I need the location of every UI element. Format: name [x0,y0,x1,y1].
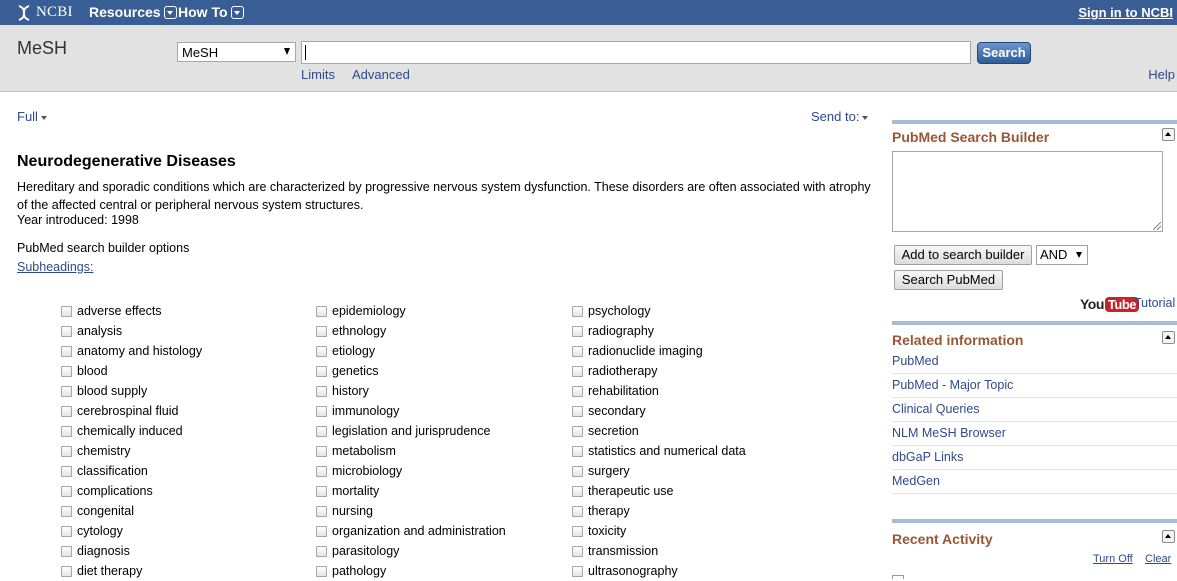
sign-in-link[interactable]: Sign in to NCBI [1078,5,1173,20]
subheading-label: etiology [332,344,376,358]
subheading-label: secretion [588,424,639,438]
subheading-label: history [332,384,369,398]
subheading-label: complications [77,484,153,498]
chevron-down-icon [231,6,244,19]
ncbi-logo-text: NCBI [36,4,73,20]
ncbi-top-bar [0,0,1177,25]
subheading-checkbox[interactable] [572,326,583,337]
subheadings-column-1 [61,301,202,581]
subheading-checkbox[interactable] [572,546,583,557]
subheading-option[interactable] [572,481,746,501]
related-link[interactable]: MedGen [892,470,1177,494]
subheading-option[interactable] [572,301,746,321]
collapse-icon[interactable] [1162,128,1175,141]
recent-portlet-title: Recent Activity [892,531,993,547]
subheading-label: metabolism [332,444,396,458]
subheading-checkbox[interactable] [61,386,72,397]
subheading-option[interactable] [61,561,202,581]
subheading-label: mortality [332,484,380,498]
help-link[interactable]: Help [1148,67,1175,82]
subheading-label: analysis [77,324,123,338]
subheading-label: blood supply [77,384,148,398]
subheading-option[interactable] [316,381,506,401]
subheading-option[interactable] [572,521,746,541]
subheading-checkbox[interactable] [61,326,72,337]
related-portlet-divider [892,321,1177,325]
subheading-label: diet therapy [77,564,143,578]
ncbi-helix-icon [15,4,33,22]
dropdown-arrow-icon [1076,252,1082,258]
subheading-option[interactable] [316,461,506,481]
subheading-label: cytology [77,524,123,538]
subheading-label: toxicity [588,524,627,538]
send-to-menu[interactable] [811,109,868,124]
related-link[interactable]: PubMed - Major Topic [892,374,1177,398]
subheading-option[interactable] [316,321,506,341]
subheading-checkbox[interactable] [572,466,583,477]
subheading-option[interactable] [572,321,746,341]
search-header [0,25,1177,92]
subheading-label: immunology [332,404,400,418]
subheading-checkbox[interactable] [316,506,327,517]
related-portlet-title: Related information [892,332,1024,348]
subheading-label: congenital [77,504,134,518]
subheading-checkbox[interactable] [572,526,583,537]
subheading-checkbox[interactable] [61,546,72,557]
how-to-menu[interactable] [178,4,244,20]
dropdown-arrow-icon [284,48,290,55]
database-title: MeSH [17,38,68,58]
recent-portlet-divider [892,519,1177,523]
subheading-checkbox[interactable] [316,306,327,317]
subheading-label: epidemiology [332,304,406,318]
subheading-label: pathology [332,564,387,578]
subheading-option[interactable] [61,301,202,321]
subheading-checkbox[interactable] [61,526,72,537]
resources-menu[interactable] [89,4,177,20]
subheading-checkbox[interactable] [61,346,72,357]
subheading-checkbox[interactable] [316,386,327,397]
advanced-link[interactable]: Advanced [352,67,410,82]
subheading-option[interactable] [61,341,202,361]
subheading-option[interactable] [61,441,202,461]
database-select[interactable] [177,42,296,62]
related-information-list [892,350,1177,494]
subheading-checkbox[interactable] [572,506,583,517]
subheading-option[interactable] [316,481,506,501]
record-title: Neurodegenerative Diseases [17,153,236,170]
subheading-option[interactable] [572,341,746,361]
year-introduced-value: 1998 [111,213,139,227]
subheading-checkbox[interactable] [316,446,327,457]
search-builder-textarea[interactable] [892,151,1163,232]
subheading-label: diagnosis [77,544,130,558]
subheading-checkbox[interactable] [61,366,72,377]
subheading-option[interactable] [61,541,202,561]
subheading-label: chemistry [77,444,131,458]
subheading-checkbox[interactable] [316,526,327,537]
subheading-checkbox[interactable] [572,386,583,397]
subheading-option[interactable] [61,321,202,341]
subheading-option[interactable] [61,361,202,381]
subheadings-column-3 [572,301,746,581]
subheading-checkbox[interactable] [316,566,327,577]
subheading-label: nursing [332,504,373,518]
subheading-label: classification [77,464,148,478]
subheading-checkbox[interactable] [316,346,327,357]
subheading-checkbox[interactable] [61,506,72,517]
subheading-option[interactable] [61,521,202,541]
subheading-checkbox[interactable] [61,466,72,477]
subheading-label: radiotherapy [588,364,658,378]
subheading-label: organization and administration [332,524,506,538]
subheading-option[interactable] [316,421,506,441]
subheading-label: blood [77,364,108,378]
builder-options-heading: PubMed search builder options [17,241,190,255]
subheading-label: microbiology [332,464,403,478]
subheading-option[interactable] [572,381,746,401]
limits-link[interactable]: Limits [301,67,335,82]
youtube-logo-you: You [1080,296,1104,312]
subheading-checkbox[interactable] [572,486,583,497]
subheading-label: genetics [332,364,379,378]
add-to-search-builder-button[interactable]: Add to search builder [894,245,1032,265]
text-caret [305,45,306,60]
builder-portlet-divider [892,120,1177,124]
subheading-label: ultrasonography [588,564,678,578]
subheading-label: adverse effects [77,304,162,318]
chevron-down-icon [164,6,177,19]
subheading-label: radionuclide imaging [588,344,703,358]
subheading-checkbox[interactable] [572,306,583,317]
search-input[interactable] [301,41,971,64]
subheading-label: ethnology [332,324,387,338]
recent-activity-item-icon [892,575,904,579]
boolean-operator-value: AND [1040,247,1068,262]
subheading-option[interactable] [316,521,506,541]
display-format-label: Full [17,109,38,124]
subheading-checkbox[interactable] [316,546,327,557]
collapse-icon[interactable] [1162,331,1175,344]
youtube-logo-icon[interactable] [1080,295,1139,313]
chevron-down-icon [862,116,868,120]
subheading-option[interactable] [572,441,746,461]
display-format-menu[interactable] [17,109,47,124]
subheading-label: psychology [588,304,651,318]
subheading-option[interactable] [316,561,506,581]
ncbi-logo[interactable] [15,3,73,22]
year-introduced-label: Year introduced: [17,213,108,227]
subheading-option[interactable] [316,401,506,421]
subheading-option[interactable] [572,541,746,561]
subheading-option[interactable] [572,401,746,421]
subheading-option[interactable] [316,341,506,361]
related-link[interactable]: PubMed [892,350,1177,374]
subheading-checkbox[interactable] [61,446,72,457]
subheading-checkbox[interactable] [316,366,327,377]
subheading-option[interactable] [572,561,746,581]
subheading-option[interactable] [572,461,746,481]
subheading-label: anatomy and histology [77,344,203,358]
subheading-label: parasitology [332,544,400,558]
subheading-label: legislation and jurisprudence [332,424,491,438]
resize-grip-icon[interactable] [1153,222,1161,230]
subheading-checkbox[interactable] [572,446,583,457]
subheading-checkbox[interactable] [572,366,583,377]
clear-link[interactable]: Clear [1145,553,1172,565]
subheading-checkbox[interactable] [61,566,72,577]
subheading-option[interactable] [316,501,506,521]
search-button[interactable]: Search [977,42,1031,64]
subheading-checkbox[interactable] [572,426,583,437]
subheading-label: chemically induced [77,424,183,438]
subheading-label: secondary [588,404,646,418]
subheading-label: surgery [588,464,630,478]
subheading-label: statistics and numerical data [588,444,746,458]
subheading-option[interactable] [572,421,746,441]
builder-portlet-title: PubMed Search Builder [892,129,1050,145]
subheading-option[interactable] [316,441,506,461]
subheadings-column-2 [316,301,506,581]
year-introduced [17,213,139,227]
subheading-option[interactable] [572,361,746,381]
chevron-down-icon [41,116,47,120]
database-select-value: MeSH [182,45,219,60]
subheading-checkbox[interactable] [316,406,327,417]
subheading-checkbox[interactable] [316,426,327,437]
related-link[interactable]: NLM MeSH Browser [892,422,1177,446]
tutorial-link[interactable]: Tutorial [1134,296,1176,310]
subheading-checkbox[interactable] [61,406,72,417]
subheading-option[interactable] [61,481,202,501]
subheading-checkbox[interactable] [61,306,72,317]
youtube-logo-tube: Tube [1105,297,1139,312]
subheading-option[interactable] [572,501,746,521]
subheading-label: rehabilitation [588,384,659,398]
record-description: Hereditary and sporadic conditions which are characterized by progressive nervous system dysfunction. These disorders are often associated with atrophy of the affected central or peripheral nervous system structures. [17,180,871,212]
subheading-checkbox[interactable] [316,466,327,477]
subheading-option[interactable] [61,381,202,401]
related-link[interactable]: Clinical Queries [892,398,1177,422]
subheading-checkbox[interactable] [316,486,327,497]
subheading-label: transmission [588,544,659,558]
related-link[interactable]: dbGaP Links [892,446,1177,470]
subheading-option[interactable] [316,541,506,561]
subheading-option[interactable] [61,501,202,521]
subheadings-link[interactable]: Subheadings: [17,260,94,274]
resources-menu-label: Resources [89,4,161,20]
subheading-option[interactable] [316,301,506,321]
subheading-label: therapy [588,504,630,518]
subheading-checkbox[interactable] [61,426,72,437]
boolean-operator-select[interactable] [1036,245,1088,265]
subheading-option[interactable] [61,461,202,481]
subheading-label: cerebrospinal fluid [77,404,179,418]
subheading-checkbox[interactable] [61,486,72,497]
subheading-label: therapeutic use [588,484,674,498]
subheading-checkbox[interactable] [572,406,583,417]
subheading-option[interactable] [61,421,202,441]
subheading-option[interactable] [316,361,506,381]
search-pubmed-button[interactable]: Search PubMed [894,270,1003,290]
send-to-label: Send to: [811,109,860,124]
how-to-menu-label: How To [178,4,228,20]
turn-off-link[interactable]: Turn Off [1093,553,1133,565]
subheading-checkbox[interactable] [572,566,583,577]
subheading-checkbox[interactable] [572,346,583,357]
collapse-icon[interactable] [1162,530,1175,543]
subheading-option[interactable] [61,401,202,421]
subheading-label: radiography [588,324,655,338]
subheading-checkbox[interactable] [316,326,327,337]
